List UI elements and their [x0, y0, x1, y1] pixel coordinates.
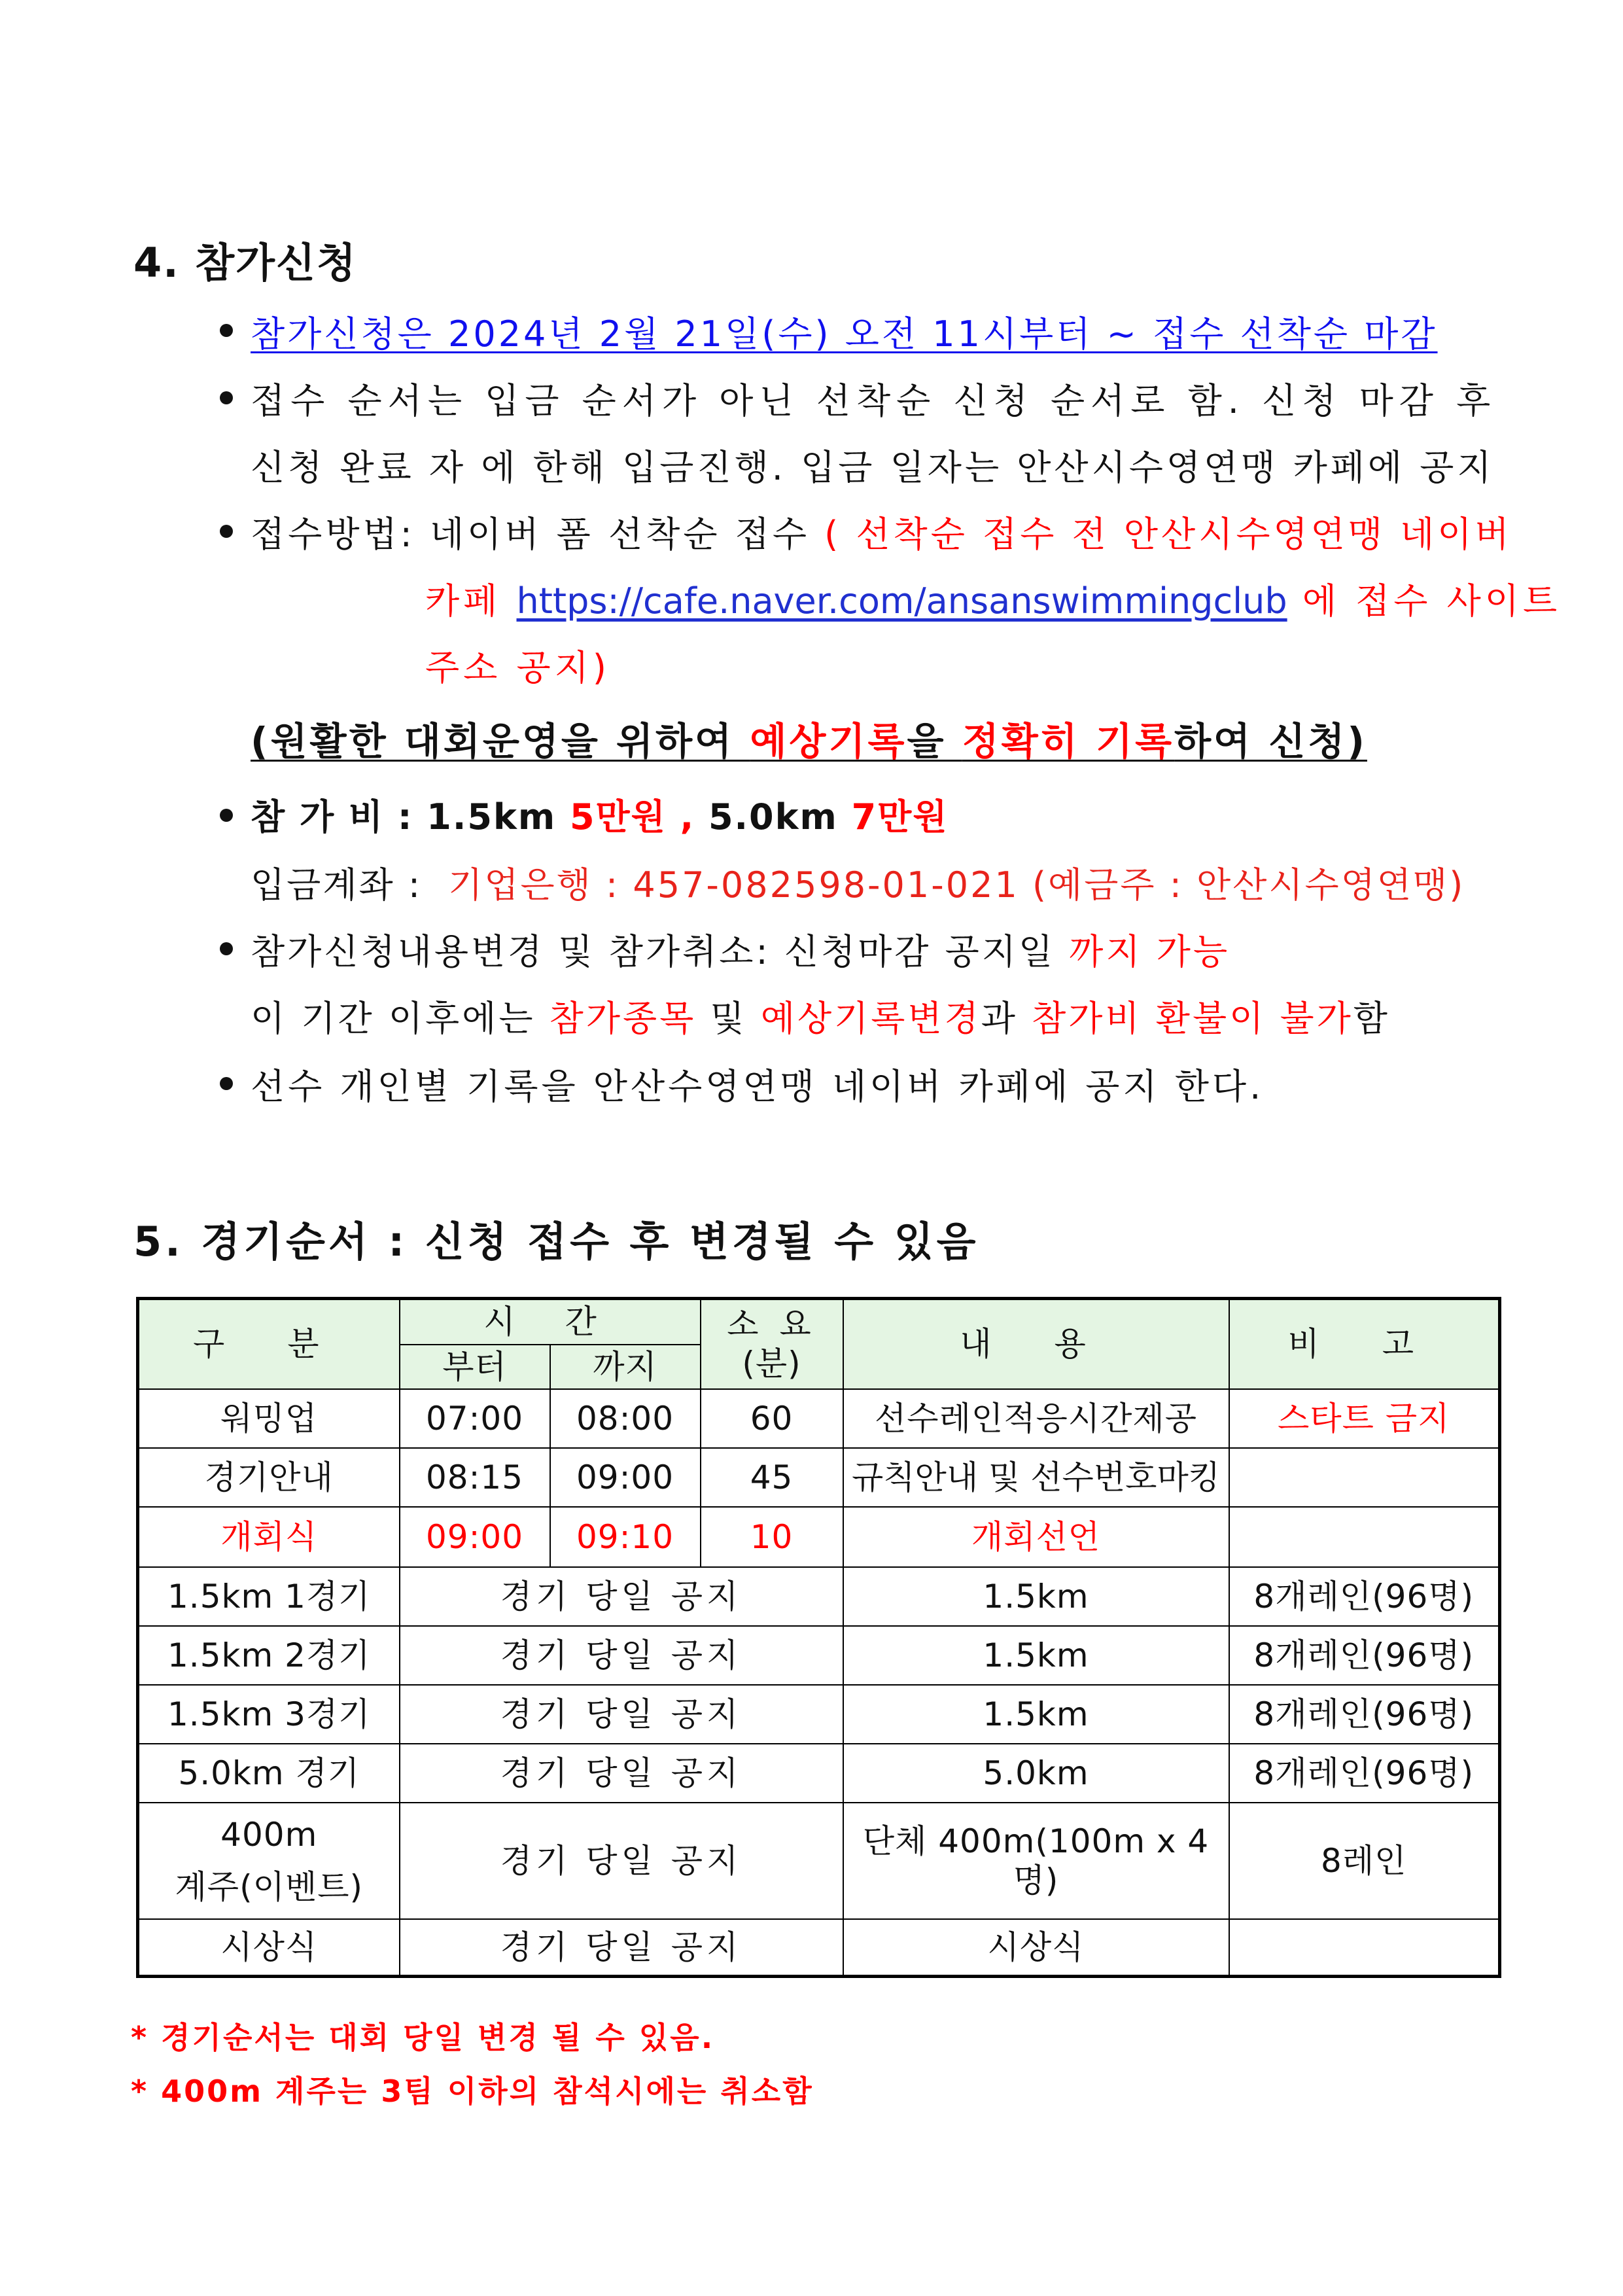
bullet — [220, 391, 233, 404]
row-remark: 8개레인(96명) — [1229, 1685, 1500, 1744]
row-name: 1.5km 1경기 — [138, 1567, 400, 1626]
emph-b: 예상기록 — [750, 719, 907, 764]
after-b: 참가종목 — [549, 998, 697, 1039]
row-duration: 60 — [701, 1389, 843, 1448]
after-f: 참가비 환불이 불가 — [1032, 998, 1353, 1039]
row-to: 09:00 — [550, 1448, 701, 1507]
row-name: 1.5km 3경기 — [138, 1685, 400, 1744]
header-remark: 비 고 — [1229, 1299, 1500, 1389]
row-content: 시상식 — [843, 1919, 1229, 1977]
bullet — [220, 809, 233, 822]
row-remark: 8개레인(96명) — [1229, 1567, 1500, 1626]
emph-c: 을 — [907, 719, 962, 764]
row-name-b: 계주(이벤트) — [175, 1867, 363, 1906]
row-remark — [1229, 1448, 1500, 1507]
emph-e: 하여 신청) — [1174, 719, 1367, 764]
row-duration: 10 — [701, 1507, 843, 1567]
account-line — [251, 857, 1465, 908]
row-remark: 스타트 금지 — [1229, 1389, 1500, 1448]
method-site: 에 접수 사이트 — [1302, 580, 1562, 622]
row-time: 경기 당일 공지 — [400, 1803, 843, 1919]
change-line — [251, 924, 1230, 974]
change-a: 참가신청내용변경 및 참가취소: 신청마감 공지일 — [251, 931, 1070, 972]
header-category: 구 분 — [138, 1299, 400, 1389]
row-time: 경기 당일 공지 — [400, 1744, 843, 1803]
fee-long: 7만원 — [851, 796, 949, 838]
method-line3: 주소 공지) — [425, 647, 610, 688]
note-schedule-change: * 경기순서는 대회 당일 변경 될 수 있음. — [131, 2020, 715, 2055]
row-content: 개회선언 — [843, 1507, 1229, 1567]
header-content: 내 용 — [843, 1299, 1229, 1389]
row-content: 1.5km — [843, 1685, 1229, 1744]
row-time: 경기 당일 공지 — [400, 1567, 843, 1626]
row-content: 5.0km — [843, 1744, 1229, 1803]
fee-label: 참 가 비 : 1.5km — [251, 796, 570, 838]
row-from: 09:00 — [400, 1507, 550, 1567]
after-g: 함 — [1353, 998, 1390, 1039]
row-content: 1.5km — [843, 1567, 1229, 1626]
row-to: 08:00 — [550, 1389, 701, 1448]
table-header-row — [138, 1299, 1500, 1345]
row-name: 워밍업 — [138, 1389, 400, 1448]
bullet — [220, 1077, 233, 1090]
table-row — [138, 1803, 1500, 1919]
bullet — [220, 324, 233, 337]
row-to: 09:10 — [550, 1507, 701, 1567]
table-row — [138, 1507, 1500, 1567]
header-time: 시 간 — [400, 1299, 701, 1345]
row-duration: 45 — [701, 1448, 843, 1507]
table-row — [138, 1448, 1500, 1507]
row-name: 5.0km 경기 — [138, 1744, 400, 1803]
header-from: 부터 — [400, 1345, 550, 1389]
after-line — [251, 991, 1390, 1041]
row-name: 1.5km 2경기 — [138, 1626, 400, 1685]
note-relay-cancel: * 400m 계주는 3팀 이하의 참석시에는 취소함 — [131, 2074, 814, 2109]
row-content: 1.5km — [843, 1626, 1229, 1685]
row-remark: 8개레인(96명) — [1229, 1626, 1500, 1685]
order-rule-line2: 신청 완료 자 에 한해 입금진행. 입금 일자는 안산시수영연맹 카페에 공지 — [251, 447, 1495, 488]
method-cafe: 카페 — [425, 580, 502, 622]
after-e: 과 — [981, 998, 1032, 1039]
table-row — [138, 1919, 1500, 1977]
row-from: 08:15 — [400, 1448, 550, 1507]
table-row — [138, 1685, 1500, 1744]
row-time: 경기 당일 공지 — [400, 1919, 843, 1977]
after-d: 예상기록변경 — [760, 998, 981, 1039]
table-row — [138, 1389, 1500, 1448]
row-from: 07:00 — [400, 1389, 550, 1448]
schedule-table — [136, 1297, 1501, 1978]
row-content: 단체 400m(100m x 4명) — [843, 1803, 1229, 1919]
row-name: 경기안내 — [138, 1448, 400, 1507]
header-to: 까지 — [550, 1345, 701, 1389]
row-time: 경기 당일 공지 — [400, 1685, 843, 1744]
row-remark: 8개레인(96명) — [1229, 1744, 1500, 1803]
order-rule-line1: 접수 순서는 입금 순서가 아닌 선착순 신청 순서로 함. 신청 마감 후 — [251, 380, 1497, 421]
cafe-link[interactable]: https://cafe.naver.com/ansanswimmingclub — [516, 580, 1287, 622]
table-row — [138, 1744, 1500, 1803]
row-content: 규칙안내 및 선수번호마킹 — [843, 1448, 1229, 1507]
after-c: 및 — [696, 998, 761, 1039]
table-row — [138, 1567, 1500, 1626]
method-note: ( 선착순 접수 전 안산시수영연맹 네이버 — [809, 514, 1512, 555]
bullet — [220, 942, 233, 955]
row-name-a: 400m — [220, 1815, 318, 1854]
record-emphasis — [251, 711, 1367, 766]
row-remark — [1229, 1919, 1500, 1977]
row-name: 시상식 — [138, 1919, 400, 1977]
registration-period: 참가신청은 2024년 2월 21일(수) 오전 11시부터 ~ 접수 선착순 마감 — [251, 313, 1438, 355]
table-row — [138, 1626, 1500, 1685]
method-prefix: 접수방법: 네이버 폼 선착순 접수 — [251, 514, 810, 555]
section4-title: 4. 참가신청 — [133, 239, 357, 287]
header-duration: 소 요 (분) — [701, 1299, 843, 1389]
emph-d: 정확히 기록 — [962, 719, 1175, 764]
fee-short: 5만원 , — [569, 796, 695, 838]
fee-line — [251, 789, 949, 839]
section5-title: 5. 경기순서 : 신청 접수 후 변경될 수 있음 — [133, 1218, 979, 1265]
row-remark: 8레인 — [1229, 1803, 1500, 1919]
row-remark — [1229, 1507, 1500, 1567]
emph-a: (원활한 대회운영을 위하여 — [251, 719, 750, 764]
change-b: 까지 가능 — [1069, 931, 1230, 972]
method-line2 — [425, 573, 1561, 624]
row-name: 개회식 — [138, 1507, 400, 1567]
account-value: 기업은행 : 457-082598-01-021 (예금주 : 안산시수영연맹) — [448, 864, 1465, 906]
account-label: 입금계좌 : — [251, 864, 436, 906]
row-content: 선수레인적응시간제공 — [843, 1389, 1229, 1448]
fee-mid: 5.0km — [695, 796, 852, 838]
bullet — [220, 525, 233, 538]
after-a: 이 기간 이후에는 — [251, 998, 550, 1039]
row-name — [138, 1803, 400, 1919]
method-line1 — [251, 506, 1512, 557]
row-time: 경기 당일 공지 — [400, 1626, 843, 1685]
record-publish: 선수 개인별 기록을 안산수영연맹 네이버 카페에 공지 한다. — [251, 1066, 1265, 1107]
